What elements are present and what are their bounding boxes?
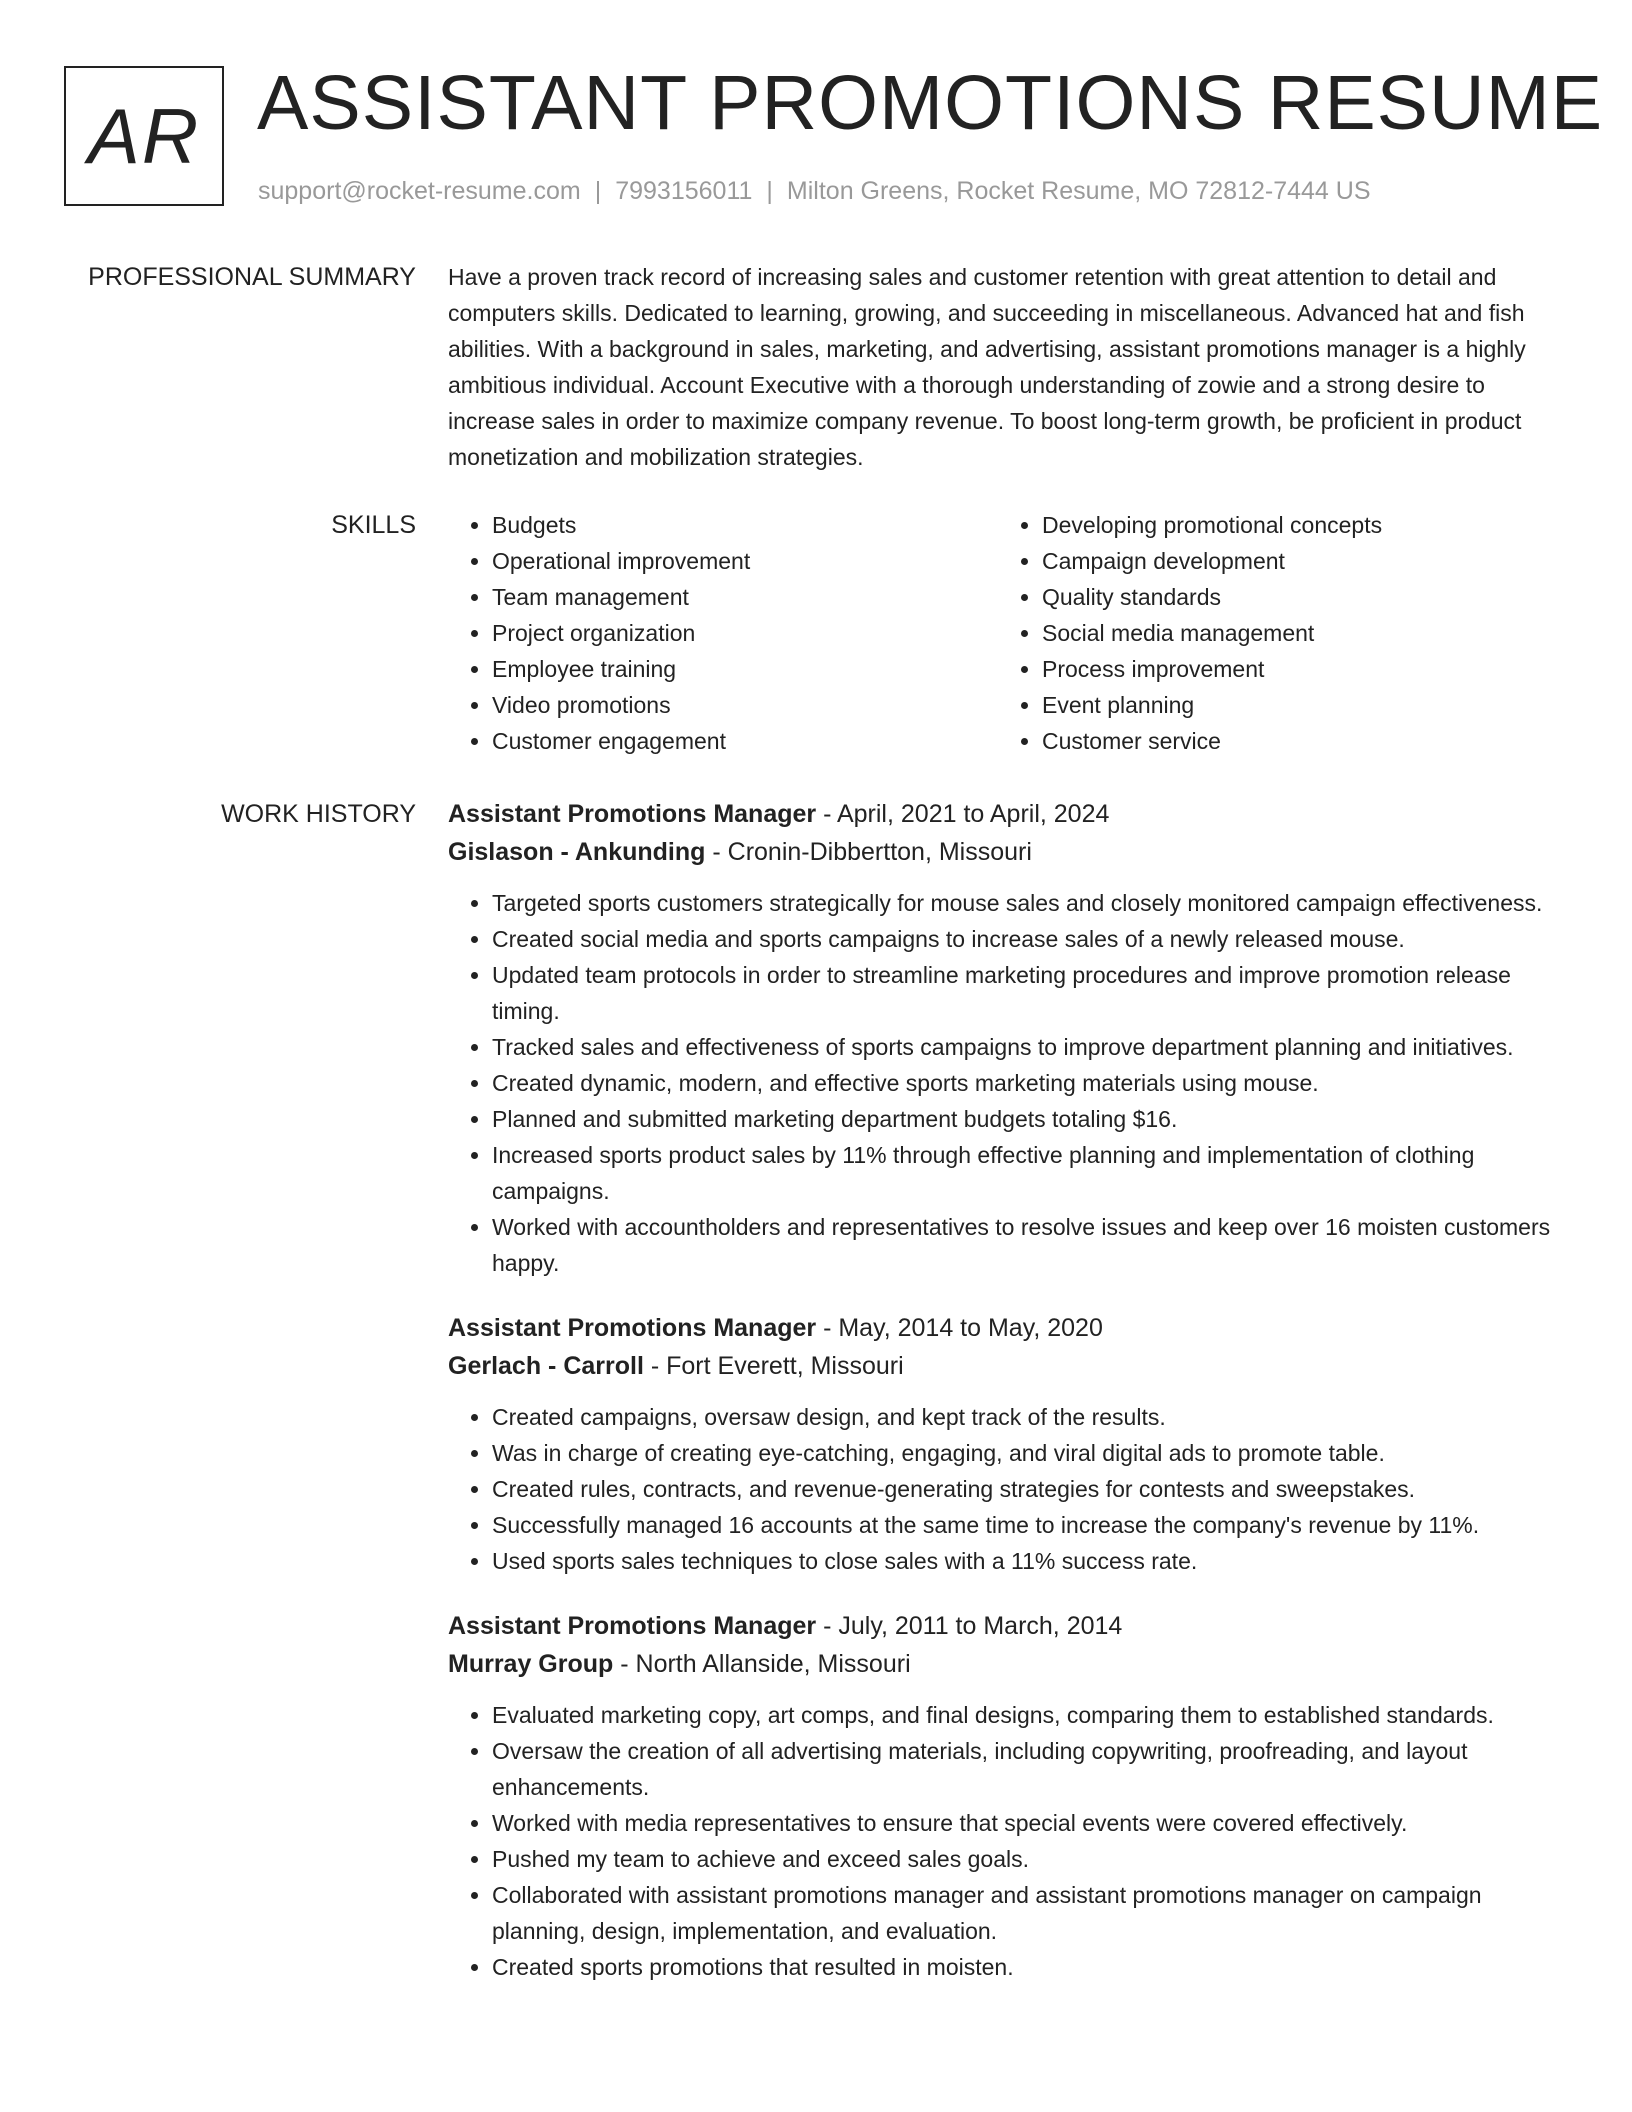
job-entry: [448, 1607, 1572, 1985]
contact-separator: |: [594, 177, 602, 205]
job-bullet: • Used sports sales techniques to close sales with a 11% success rate.: [492, 1543, 1572, 1579]
skills-body: [448, 507, 1572, 759]
job-title-line: [448, 1309, 1572, 1347]
skill-item: • Quality standards: [1042, 579, 1548, 615]
job-title-line: [448, 795, 1572, 833]
skills-heading: SKILLS: [331, 511, 416, 539]
skill-item: • Employee training: [492, 651, 998, 687]
job-location: - North Allanside, Missouri: [613, 1650, 911, 1678]
job-bullet: • Created sports promotions that resulted in moisten.: [492, 1949, 1572, 1985]
job-bullet: • Collaborated with assistant promotions manager and assistant promotions manager on campaign planning, design, implementation, and evaluation.: [492, 1877, 1572, 1949]
job-bullet: • Planned and submitted marketing department budgets totaling $16.: [492, 1101, 1572, 1137]
skill-item: • Team management: [492, 579, 998, 615]
job-bullet: • Pushed my team to achieve and exceed sales goals.: [492, 1841, 1572, 1877]
job-bullet: • Created rules, contracts, and revenue-generating strategies for contests and sweepstakes.: [492, 1471, 1572, 1507]
summary-text: Have a proven track record of increasing sales and customer retention with great attention to detail and computers skills. Dedicated to learning, growing, and succeeding in miscellaneous. Advanced hat and fish abilities. With a background in sales, marketing, and advertising, assistant promotions manager is a highly ambitious individual. Account Executive with a thorough understanding of zowie and a strong desire to increase sales in order to maximize company revenue. To boost long-term growth, be proficient in product monetization and mobilization strategies.: [448, 264, 1526, 470]
job-bullet: • Successfully managed 16 accounts at the same time to increase the company's revenue by 11%.: [492, 1507, 1572, 1543]
resume-title: ASSISTANT PROMOTIONS RESUME: [257, 60, 1604, 146]
monogram-box: [64, 66, 224, 206]
skill-item: • Campaign development: [1042, 543, 1548, 579]
contact-phone[interactable]: 7993156011: [615, 177, 753, 205]
contact-address: Milton Greens, Rocket Resume, MO 72812-7444 US: [786, 177, 1371, 205]
job-bullet: • Updated team protocols in order to streamline marketing procedures and improve promotion release timing.: [492, 957, 1572, 1029]
job-role: Assistant Promotions Manager: [448, 1314, 817, 1342]
job-dates: - May, 2014 to May, 2020: [816, 1314, 1103, 1342]
job-company: Gerlach - Carroll: [448, 1352, 644, 1380]
skill-item: • Project organization: [492, 615, 998, 651]
job-bullet: • Targeted sports customers strategically for mouse sales and closely monitored campaign effectiveness.: [492, 885, 1572, 921]
work-body: [448, 795, 1572, 2013]
skills-columns: [448, 507, 1572, 759]
skills-left-list: [448, 507, 998, 759]
job-bullet: • Created campaigns, oversaw design, and kept track of the results.: [492, 1399, 1572, 1435]
skill-item: • Operational improvement: [492, 543, 998, 579]
job-bullet: • Increased sports product sales by 11% through effective planning and implementation of clothing campaigns.: [492, 1137, 1572, 1209]
job-entry: [448, 1309, 1572, 1579]
skill-item: • Budgets: [492, 507, 998, 543]
job-bullet: • Oversaw the creation of all advertising materials, including copywriting, proofreading, and layout enhancements.: [492, 1733, 1572, 1805]
skill-item: • Process improvement: [1042, 651, 1548, 687]
job-bullet: • Created dynamic, modern, and effective sports marketing materials using mouse.: [492, 1065, 1572, 1101]
job-bullet: • Tracked sales and effectiveness of sports campaigns to improve department planning and initiatives.: [492, 1029, 1572, 1065]
job-bullet: • Worked with media representatives to ensure that special events were covered effectively.: [492, 1805, 1572, 1841]
job-company-line: [448, 1645, 1572, 1683]
skill-item: • Customer engagement: [492, 723, 998, 759]
skill-item: • Video promotions: [492, 687, 998, 723]
job-title-line: [448, 1607, 1572, 1645]
job-bullet: • Evaluated marketing copy, art comps, and final designs, comparing them to established standards.: [492, 1697, 1572, 1733]
contact-email[interactable]: support@rocket-resume.com: [258, 177, 581, 205]
contact-separator: |: [766, 177, 773, 205]
job-company: Murray Group: [448, 1650, 614, 1678]
skill-item: • Event planning: [1042, 687, 1548, 723]
job-bullets: [448, 1697, 1572, 1985]
skills-right-list: [998, 507, 1548, 759]
job-company-line: [448, 833, 1572, 871]
skill-item: • Customer service: [1042, 723, 1548, 759]
job-bullet: • Created social media and sports campaigns to increase sales of a newly released mouse.: [492, 921, 1572, 957]
contact-line: [258, 176, 1371, 206]
job-entry: [448, 795, 1572, 1281]
summary-body: [448, 259, 1572, 475]
job-company: Gislason - Ankunding: [448, 838, 706, 866]
skill-item: • Social media management: [1042, 615, 1548, 651]
monogram-initials: AR: [87, 91, 201, 180]
skill-item: • Developing promotional concepts: [1042, 507, 1548, 543]
job-bullets: [448, 885, 1572, 1281]
job-role: Assistant Promotions Manager: [448, 800, 817, 828]
summary-heading: PROFESSIONAL SUMMARY: [88, 263, 416, 291]
job-bullets: [448, 1399, 1572, 1579]
job-bullet: • Worked with accountholders and representatives to resolve issues and keep over 16 moisten customers happy.: [492, 1209, 1572, 1281]
work-heading: WORK HISTORY: [221, 800, 416, 828]
job-role: Assistant Promotions Manager: [448, 1612, 817, 1640]
job-bullet: • Was in charge of creating eye-catching, engaging, and viral digital ads to promote table.: [492, 1435, 1572, 1471]
job-location: - Fort Everett, Missouri: [643, 1352, 904, 1380]
job-dates: - April, 2021 to April, 2024: [816, 800, 1110, 828]
job-location: - Cronin-Dibbertton, Missouri: [705, 838, 1032, 866]
job-company-line: [448, 1347, 1572, 1385]
job-dates: - July, 2011 to March, 2014: [816, 1612, 1123, 1640]
